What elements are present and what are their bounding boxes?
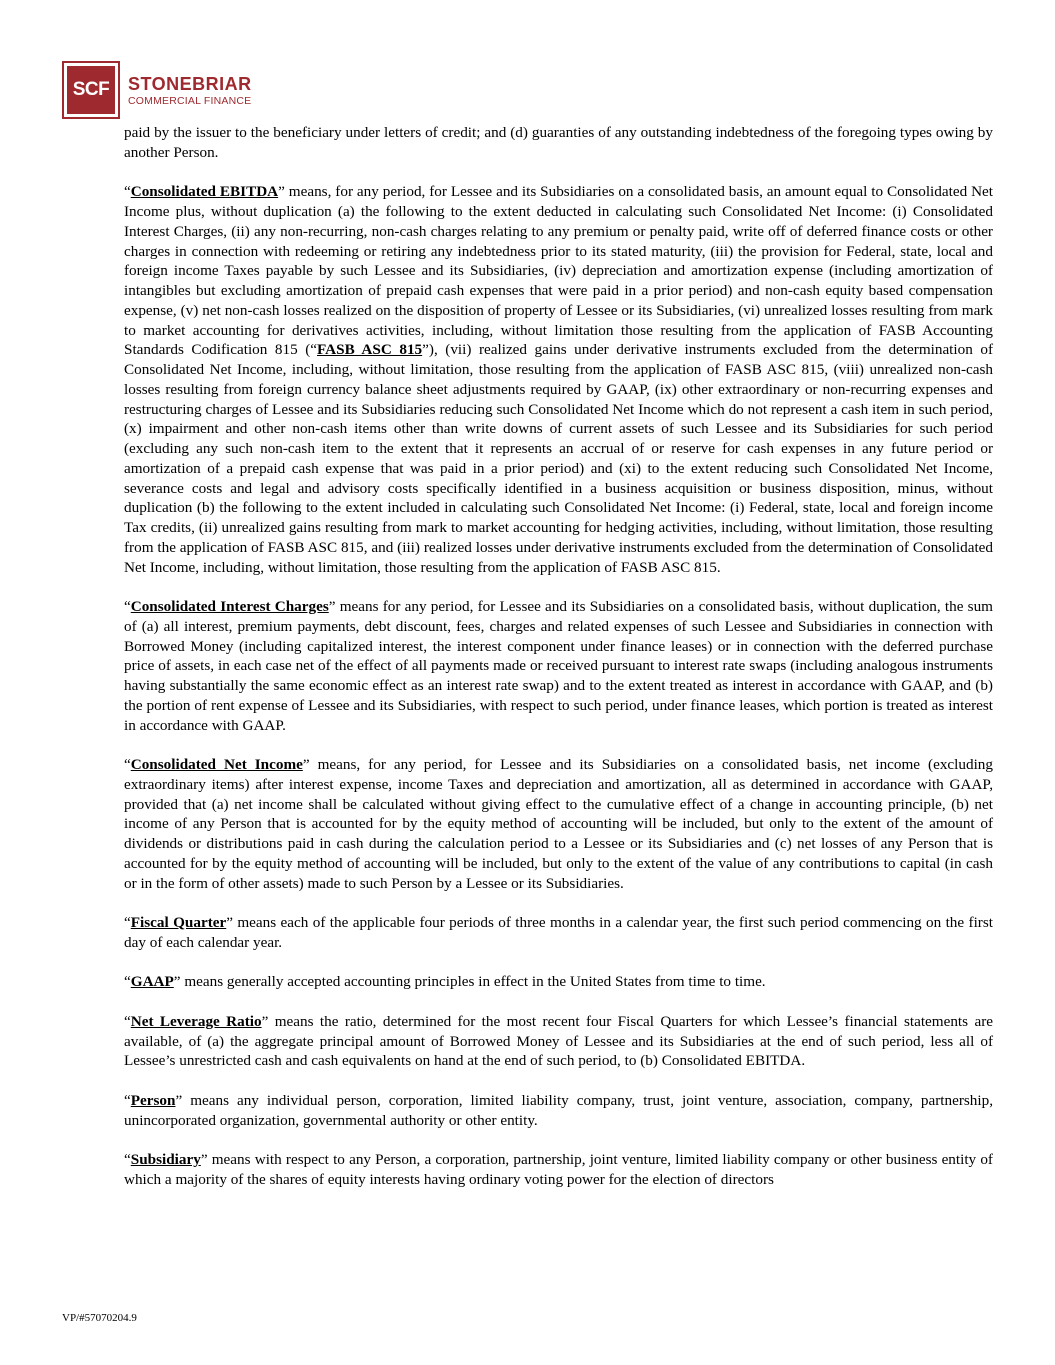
document-body — [124, 123, 993, 1209]
definition-net-leverage-ratio: “Net Leverage Ratio” means the ratio, determined for the most recent four Fiscal Quarters for which Lessee’s financial statements are available, of (a) the aggregate principal amount of Borrowed Money of Lessee and its Subsidiaries at the end of such period, less all of Lessee’s unrestricted cash and cash equivalents on hand at the end of such period, to (b) Consolidated EBITDA. — [124, 1012, 993, 1070]
definition-text: ” means the ratio, determined for the most recent four Fiscal Quarters for which Lessee’s financial statements are available, of (a) the aggregate principal amount of Borrowed Money of Lessee and its Subsidiaries at the end of such period, less all of Lessee’s unrestricted cash and cash equivalents on hand at the end of such period, to (b) Consolidated EBITDA. — [124, 1012, 993, 1070]
defined-term: Consolidated Interest Charges — [130, 598, 329, 615]
definition-consolidated-interest-charges: “Consolidated Interest Charges” means for any period, for Lessee and its Subsidiaries on a consolidated basis, without duplication, the sum of (a) all interest, premium payments, debt discount, fees, charges and related expenses of such Lessee and Subsidiaries in connection with Borrowed Money (including capitalized interest, the interest component under finance leases) or in connection with the deferred purchase price of assets, in each case net of the effect of all payments made or received pursuant to interest rate swaps (including analogous instruments having substantially the same economic effect as an interest rate swap) and to the extent treated as interest in accordance with GAAP, and (b) the portion of rent expense of Lessee and its Subsidiaries, with respect to such period, under finance leases, which portion is treated as interest in accordance with GAAP. — [124, 598, 993, 734]
definition-person: “Person” means any individual person, corporation, limited liability company, trust, joint venture, association, company, partnership, unincorporated organization, governmental authority or other entity. — [124, 1091, 993, 1129]
defined-term-inline: FASB ASC 815 — [317, 341, 423, 359]
logo-company-subtitle: COMMERCIAL FINANCE — [128, 95, 252, 107]
defined-term: Person — [130, 1091, 176, 1109]
definition-text: ” means each of the applicable four periods of three months in a calendar year, the first such period commencing on the first day of each calendar year. — [124, 914, 993, 951]
definition-consolidated-net-income: “Consolidated Net Income” means, for any period, for Lessee and its Subsidiaries on a consolidated basis, net income (excluding extraordinary items) after interest expense, income Taxes and depreciation and amortization, all as determined in accordance with GAAP, provided that (a) net income shall be calculated without giving effect to the cumulative effect of a change in accounting principle, (b) net income of any Person that is accounted for by the equity method of accounting will be included, but only to the extent of the amount of dividends or distributions paid in cash during the calculation period to a Lessee or its Subsidiaries and (c) net losses of any Person that is accounted for by the equity method of accounting will be included, but only to the extent of the value of any contributions to capital (in cash or in the form of other assets) made to such Person by a Lessee or its Subsidiaries. — [124, 756, 993, 892]
definition-text: ” means for any period, for Lessee and its Subsidiaries on a consolidated basis, without duplication, the sum of (a) all interest, premium payments, debt discount, fees, charges and related expenses of such Lessee and Subsidiaries in connection with Borrowed Money (including capitalized interest, the interest component under finance leases) or in connection with the deferred purchase price of assets, in each case net of the effect of all payments made or received pursuant to interest rate swaps (including analogous instruments having substantially the same economic effect as an interest rate swap) and to the extent treated as interest in accordance with GAAP, and (b) the portion of rent expense of Lessee and its Subsidiaries, with respect to such period, under finance leases, which portion is treated as interest in accordance with GAAP. — [124, 598, 993, 734]
definition-text: ” means, for any period, for Lessee and its Subsidiaries on a consolidated basis, net income (excluding extraordinary items) after interest expense, income Taxes and depreciation and amortization, all as determined in accordance with GAAP, provided that (a) net income shall be calculated without giving effect to the cumulative effect of a change in accounting principle, (b) net income of any Person that is accounted for by the equity method of accounting will be included, but only to the extent of the amount of dividends or distributions paid in cash during the calculation period to a Lessee or its Subsidiaries and (c) net losses of any Person that is accounted for by the equity method of accounting will be included, but only to the extent of the value of any contributions to capital (in cash or in the form of other assets) made to such Person by a Lessee or its Subsidiaries. — [124, 756, 993, 892]
logo-mark-box — [62, 61, 120, 119]
logo-company-name: STONEBRIAR — [128, 74, 252, 94]
definition-text: ” means generally accepted accounting principles in effect in the United States from time to time. — [173, 973, 766, 991]
paragraph-text: paid by the issuer to the beneficiary under letters of credit; and (d) guaranties of any outstanding indebtedness of the foregoing types owing by another Person. — [124, 124, 993, 161]
definition-subsidiary: “Subsidiary” means with respect to any Person, a corporation, partnership, joint venture, limited liability company or other business entity of which a majority of the shares of equity interests having ordinary voting power for the election of directors — [124, 1151, 993, 1188]
definition-text: ” means any individual person, corporation, limited liability company, trust, joint venture, association, company, partnership, unincorporated organization, governmental authority or other entity. — [124, 1091, 993, 1129]
defined-term: Consolidated Net Income — [130, 756, 303, 773]
definition-gaap: “GAAP” means generally accepted accounting principles in effect in the United States from time to time. — [124, 973, 766, 991]
definition-consolidated-ebitda: “Consolidated EBITDA” means, for any period, for Lessee and its Subsidiaries on a consolidated basis, an amount equal to Consolidated Net Income plus, without duplication (a) the following to the extent deducted in calculating such Consolidated Net Income: (i) Consolidated Interest Charges, (ii) any non-recurring, non-cash charges relating to any premium or penalty paid, write off of deferred finance costs or other charges in connection with redeeming or retiring any indebtedness prior to its stated maturity, (iii) the provision for Federal, state, local and foreign income Taxes payable by such Lessee and its Subsidiaries, (iv) depreciation and amortization expense (including amortization of intangibles but excluding amortization of prepaid cash expenses that were paid in a prior period) and non-cash equity based compensation expense, (v) net non-cash losses realized on the disposition of property of Lessee or its Subsidiaries, (vi) unrealized losses resulting from mark to market accounting for derivatives activities, including, without limitation those resulting from the application of FASB Accounting Standards Codification 815 (“FASB ASC 815”), (vii) realized gains under derivative instruments excluded from the determination of Consolidated Net Income, including, without limitation, those resulting from the application of FASB ASC 815, (viii) unrealized non-cash losses resulting from foreign currency balance sheet adjustments required by GAAP, (ix) other extraordinary or non-recurring expenses and restructuring charges of Lessee and its Subsidiaries reducing such Consolidated Net Income which do not represent a cash item in such period, (x) impairment and other non-cash items other than write downs of current assets of such Lessee and its Subsidiaries for such period (excluding any such non-cash item to the extent that it represents an accrual of or reserve for cash expenses in any future period or amortization of a prepaid cash expense that was paid in a prior period) and (xi) to the extent reducing such Consolidated Net Income, severance costs and legal and advisory costs specifically identified in a business acquisition or business disposition, minus, without duplication (b) the following to the extent included in calculating such Consolidated Net Income: (i) Federal, state, local and foreign income Tax credits, (ii) unrealized gains resulting from mark to market accounting for hedging activities, including, without limitation, those resulting from the application of FASB ASC 815, and (iii) realized losses under derivative instruments excluded from the determination of Consolidated Net Income, including, without limitation, those resulting from the application of FASB ASC 815. — [124, 183, 994, 576]
defined-term: Consolidated EBITDA — [130, 183, 279, 201]
defined-term: Subsidiary — [130, 1151, 201, 1168]
definition-text: ”), (vii) realized gains under derivative instruments excluded from the determination of Consolidated Net Income, including, without limitation, those resulting from the application of FASB ASC 815, (viii) unrealized non-cash losses resulting from foreign currency balance sheet adjustments required by GAAP, (ix) other extraordinary or non-recurring expenses and restructuring charges of Lessee and its Subsidiaries reducing such Consolidated Net Income which do not represent a cash item in such period, (x) impairment and other non-cash items other than write downs of current assets of such Lessee and its Subsidiaries for such period (excluding any such non-cash item to the extent that it represents an accrual of or reserve for cash expenses in any future period or amortization of a prepaid cash expense that was paid in a prior period) and (xi) to the extent reducing such Consolidated Net Income, severance costs and legal and advisory costs specifically identified in a business acquisition or business disposition, minus, without duplication (b) the following to the extent included in calculating such Consolidated Net Income: (i) Federal, state, local and foreign income Tax credits, (ii) unrealized gains resulting from mark to market accounting for hedging activities, including, without limitation, those resulting from the application of FASB ASC 815, and (iii) realized losses under derivative instruments excluded from the determination of Consolidated Net Income, including, without limitation, those resulting from the application of FASB ASC 815. — [124, 341, 994, 576]
defined-term: Fiscal Quarter — [130, 914, 227, 931]
continuation-paragraph — [124, 123, 993, 163]
definition-text: ” means with respect to any Person, a corporation, partnership, joint venture, limited liability company or other business entity of which a majority of the shares of equity interests having ordinary voting power for the election of directors — [124, 1151, 993, 1188]
company-logo — [62, 61, 262, 121]
definition-fiscal-quarter: “Fiscal Quarter” means each of the applicable four periods of three months in a calendar year, the first such period commencing on the first day of each calendar year. — [124, 914, 993, 951]
logo-mark: SCF — [67, 66, 115, 114]
document-id-footer: VP/#57070204.9 — [62, 1312, 137, 1324]
definition-text: ” means, for any period, for Lessee and its Subsidiaries on a consolidated basis, an amount equal to Consolidated Net Income plus, without duplication (a) the following to the extent deducted in calculating such Consolidated Net Income: (i) Consolidated Interest Charges, (ii) any non-recurring, non-cash charges relating to any premium or penalty paid, write off of deferred finance costs or other charges in connection with redeeming or retiring any indebtedness prior to its stated maturity, (iii) the provision for Federal, state, local and foreign income Taxes payable by such Lessee and its Subsidiaries, (iv) depreciation and amortization expense (including amortization of intangibles but excluding amortization of prepaid cash expenses that were paid in a prior period) and non-cash equity based compensation expense, (v) net non-cash losses realized on the disposition of property of Lessee or its Subsidiaries, (vi) unrealized losses resulting from mark to market accounting for derivatives activities, including, without limitation those resulting from the application of FASB Accounting Standards Codification 815 (“ — [124, 183, 994, 359]
defined-term: Net Leverage Ratio — [130, 1012, 262, 1030]
defined-term: GAAP — [130, 973, 174, 991]
